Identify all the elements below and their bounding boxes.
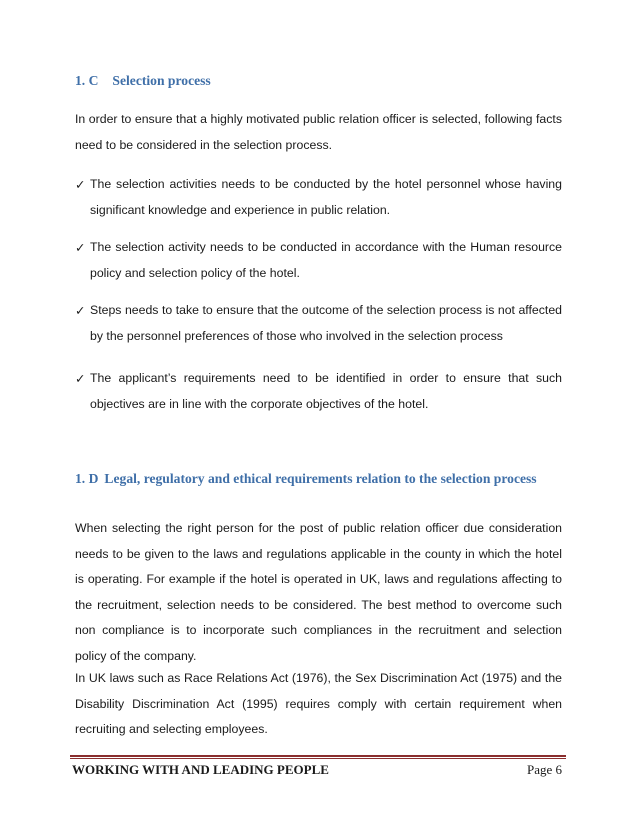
page-number: Page 6 (526, 762, 562, 777)
checkmark-icon: ✓ (75, 177, 86, 192)
bullet-text: Steps needs to take to ensure that the outcome of the selection process is not affected by the personnel preferences of those who involved in the selection process (90, 303, 562, 343)
bullet-text: The applicant’s requirements need to be identified in order to ensure that such objectives are in line with the corporate objectives of the hotel. (90, 371, 562, 411)
checkmark-icon: ✓ (75, 240, 86, 255)
footer-rule (70, 755, 566, 757)
section-d-heading (75, 470, 570, 487)
bullet-text: The selection activity needs to be conducted in accordance with the Human resource policy and selection policy of the hotel. (90, 240, 562, 280)
bullet-text: The selection activities needs to be conducted by the hotel personnel whose having significant knowledge and experience in public relation. (90, 177, 562, 217)
footer-rule-thin (70, 758, 566, 759)
section-c-title: Selection process (112, 73, 211, 88)
section-c-intro: In order to ensure that a highly motivated public relation officer is selected, following facts need to be considered in the selection process. (75, 112, 562, 152)
section-d-paragraph: When selecting the right person for the post of public relation officer due consideration needs to be given to the laws and regulations applicable in the county in which the hotel is operating. For example if the hotel is operated in UK, laws and regulations affecting to the recruitment, selection needs to be considered. The best method to overcome such non compliance is to incorporate such compliances in the recruitment and selection policy of the company. (75, 521, 562, 663)
bullet-item (75, 366, 562, 417)
bullet-item (75, 172, 562, 223)
footer-title: WORKING WITH AND LEADING PEOPLE (72, 762, 329, 777)
section-d-number: 1. D (75, 471, 99, 486)
bullet-item (75, 235, 562, 286)
section-d-title: Legal, regulatory and ethical requirements relation to the selection process (104, 471, 537, 486)
section-d-paragraph: In UK laws such as Race Relations Act (1976), the Sex Discrimination Act (1975) and the Disability Discrimination Act (1995) requires comply with certain requirement when recruiting and selecting employees. (75, 671, 562, 736)
bullet-item (75, 298, 562, 349)
section-c-number: 1. C (75, 73, 99, 88)
checkmark-icon: ✓ (75, 371, 86, 386)
section-c-heading (75, 72, 570, 89)
checkmark-icon: ✓ (75, 303, 86, 318)
